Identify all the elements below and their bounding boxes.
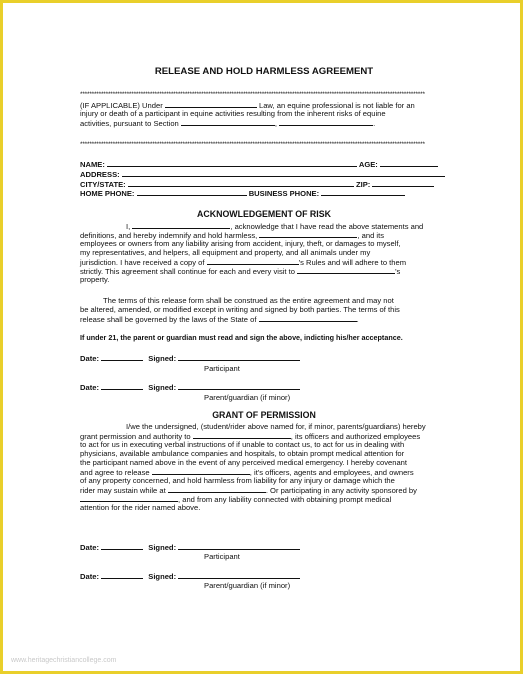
participant-name-blank[interactable] [132,221,230,229]
property-owner-blank[interactable] [297,266,395,274]
ack-para2-line-1: The terms of this release form shall be construed as the entire agreement and may not [103,296,394,305]
ack-line-4: my representatives, and helpers, all equipment and property, and all animals under my [80,248,371,257]
signed-label: Signed: [148,543,177,552]
grant-line-6: and agree to release , it's officers, agents and employees, and owners [80,468,414,477]
grant-line-7: of any property concerned, and hold harmless from liability for any injury or damage which the [80,476,395,485]
grant-line-2: grant permission and authority to , its officers and authorized employees [80,432,421,441]
zip-field[interactable] [372,179,434,187]
grant-date-participant-field[interactable] [101,542,143,550]
grant-line-3: to act for us in executing verbal instructions of if unable to contact us, to act for us in dealing with [80,440,405,449]
signed-label: Signed: [148,354,177,363]
date-label: Date: [80,354,99,363]
name-row [80,159,438,170]
city-state-field[interactable] [128,179,354,187]
age-label: AGE: [358,160,378,169]
grant-line-10: attention for the rider named above. [80,503,201,512]
intro-line-2: injury or death of a participant in equine activities resulting from the inherent risks of equine [80,109,386,118]
ack-line-6: strictly. This agreement shall continue for each and every visit to 's [80,267,401,276]
signed-label: Signed: [148,572,177,581]
home-phone-field[interactable] [137,188,247,196]
section-blank-2[interactable] [279,118,373,126]
intro-line-3: activities, pursuant to Section , . [80,119,376,128]
authorized-party-blank[interactable] [193,431,291,439]
section-blank-1[interactable] [181,118,275,126]
grant-date-parent-field[interactable] [101,571,143,579]
name-field[interactable] [107,159,357,167]
date-label: Date: [80,572,99,581]
location-blank[interactable] [168,485,266,493]
star-divider-bottom: **************************************************************************************************************************************************** [80,141,425,148]
city-state-label: CITY/STATE: [80,180,126,189]
grant-signature-parent-field[interactable] [178,571,300,579]
participant-caption: Participant [204,552,240,561]
signed-label: Signed: [148,383,177,392]
parent-guardian-caption: Parent/guardian (if minor) [204,393,291,402]
home-phone-label: HOME PHONE: [80,189,135,198]
ack-line-7: property. [80,275,110,284]
intro-line-1: (IF APPLICABLE) Under Law, an equine professional is not liable for an [80,101,415,110]
ack-line-5: jurisdiction. I have received a copy of 's Rules and will adhere to them [80,258,407,267]
document-title: RELEASE AND HOLD HARMLESS AGREEMENT [154,66,374,77]
business-phone-field[interactable] [321,188,405,196]
acknowledgement-heading: ACKNOWLEDGEMENT OF RISK [197,209,331,219]
ack-signature-participant-field[interactable] [178,353,300,361]
watermark-text: www.heritagechristiancollege.com [11,657,117,664]
grant-line-5: the participant named above in the event of any perceived medical emergency. I hereby covenant [80,458,408,467]
law-blank[interactable] [165,100,257,108]
date-label: Date: [80,543,99,552]
ack-line-1: I, , acknowledge that I have read the above statements and [126,222,424,231]
ack-line-2: definitions, and hereby indemnify and hold harmless, , and its [80,231,385,240]
grant-signature-row-participant [80,542,300,553]
phone-row [80,188,405,199]
release-party-blank[interactable] [152,467,250,475]
sponsor-blank[interactable] [80,494,178,502]
ack-signature-row-parent [80,382,300,393]
grant-line-4: physicians, available ambulance companies and hospitals, to obtain prompt medical attention for [80,449,405,458]
grant-of-permission-heading: GRANT OF PERMISSION [212,410,316,420]
star-divider-top: **************************************************************************************************************************************************** [80,91,425,98]
date-label: Date: [80,383,99,392]
participant-caption: Participant [204,364,240,373]
grant-line-1: I/we the undersigned, (student/rider above named for, if minor, parents/guardians) hereby [126,422,426,431]
age-field[interactable] [380,159,438,167]
grant-line-8: rider may sustain while at . Or participating in any activity sponsored by [80,486,417,495]
indemnified-party-blank[interactable] [259,230,357,238]
ack-date-parent-field[interactable] [101,382,143,390]
address-label: ADDRESS: [80,170,120,179]
zip-label: ZIP: [355,180,371,189]
grant-signature-row-parent [80,571,300,582]
parent-guardian-caption: Parent/guardian (if minor) [204,581,291,590]
ack-para2-line-2: be altered, amended, or modified except in writing and signed by both parties. The terms of this [80,305,400,314]
address-row [80,169,445,180]
grant-signature-participant-field[interactable] [178,542,300,550]
rules-owner-blank[interactable] [207,257,299,265]
ack-date-participant-field[interactable] [101,353,143,361]
ack-para2-line-3: release shall be governed by the laws of the State of . [80,315,359,324]
grant-line-9: , and from any liability connected with obtaining prompt medical [80,494,391,505]
ack-signature-parent-field[interactable] [178,382,300,390]
address-field[interactable] [122,169,445,177]
state-blank[interactable] [259,314,357,322]
business-phone-label: BUSINESS PHONE: [248,189,320,198]
name-label: NAME: [80,160,105,169]
minor-notice: If under 21, the parent or guardian must read and sign the above, indicting his/her acceptance. [80,333,403,342]
ack-line-3: employees or owners from any liability arising from accident, injury, theft, or damages to myself, [80,239,401,248]
ack-signature-row-participant [80,353,300,364]
